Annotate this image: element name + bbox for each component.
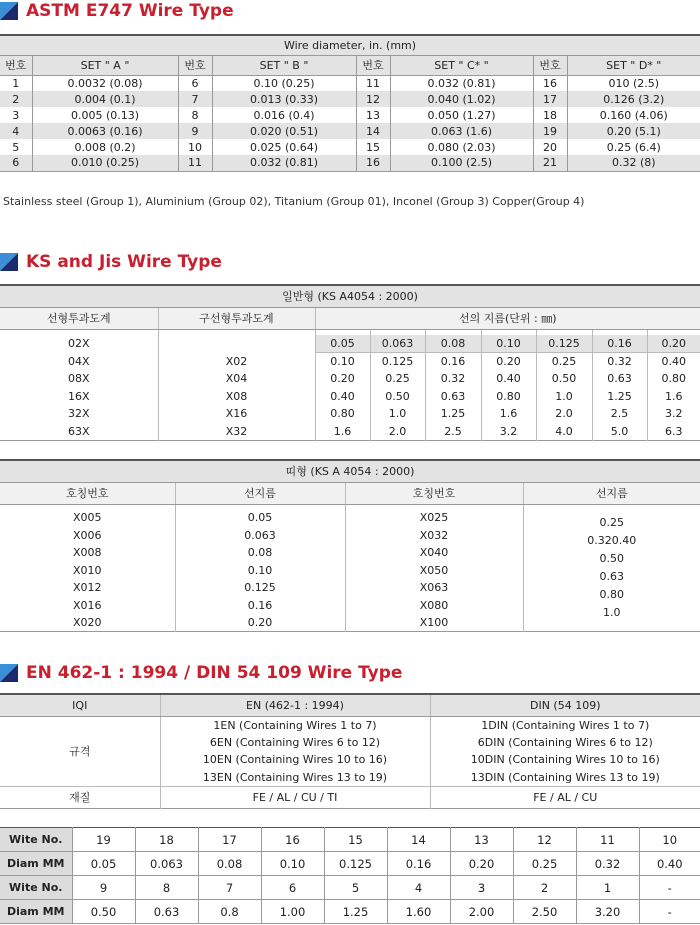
table-cell: 1	[576, 876, 639, 900]
table-cell: 2	[513, 876, 576, 900]
linear-iqi-cell: 02X	[67, 337, 90, 351]
table-cell: 10	[639, 828, 700, 852]
din-spec: 10DIN (Containing Wires 10 to 16)	[430, 751, 700, 769]
table-row	[0, 405, 700, 423]
table-cell: 5	[12, 140, 20, 154]
header-row	[0, 55, 700, 75]
diameter-cell: 0.20	[175, 614, 345, 632]
table-cell: 0.125	[324, 852, 387, 876]
table-cell: 6	[12, 156, 20, 170]
table-cell: 010 (2.5)	[567, 75, 700, 91]
spec-label: 규격	[69, 745, 91, 758]
table-cell: 21	[533, 155, 567, 171]
iqi-header: IQI	[0, 694, 160, 716]
table-cell: 0.25	[513, 852, 576, 876]
material-note: Stainless steel (Group 1), Aluminium (Group 02), Titanium (Group 01), Inconel (Group 3) Copper(Group 4)	[3, 195, 585, 208]
diameter-cell: 2.5	[425, 423, 481, 441]
din-material: FE / AL / CU	[430, 786, 700, 808]
din-header: DIN (54 109)	[430, 694, 700, 716]
table-cell: 12	[513, 828, 576, 852]
designation-cell: X040	[345, 544, 523, 562]
table-cell: 4	[387, 876, 450, 900]
table-cell: 16	[356, 155, 390, 171]
table-cell: 16	[261, 828, 324, 852]
table-cell: -	[639, 876, 700, 900]
table-cell: 14	[356, 123, 390, 139]
table-cell: 0.32	[576, 852, 639, 876]
column-header: SET " C* "	[390, 55, 533, 75]
diameter-cell: 0.16	[175, 597, 345, 615]
diameter-cell: 0.063	[175, 527, 345, 545]
table-cell: 0.020 (0.51)	[212, 123, 356, 139]
diameter-cell: 0.50	[536, 370, 592, 388]
column-header: SET " A "	[32, 55, 178, 75]
diameter-cell: 0.08	[425, 335, 481, 353]
table-cell: 12	[356, 91, 390, 107]
diameter-cell: 0.50	[370, 388, 425, 406]
en-spec: 10EN (Containing Wires 10 to 16)	[160, 751, 430, 769]
table-cell: 0.16	[387, 852, 450, 876]
diameter-cell: 0.40	[647, 353, 700, 371]
table-caption: 띠형 (KS A 4054 : 2000)	[0, 460, 700, 482]
table-row	[0, 876, 700, 900]
table-row	[0, 388, 700, 406]
din-spec: 1DIN (Containing Wires 1 to 7)	[430, 716, 700, 734]
diameter-cell: 0.63	[592, 370, 647, 388]
diameter-cell: 0.20	[481, 353, 536, 371]
diameter-cell: 0.63	[425, 388, 481, 406]
table-row	[0, 123, 700, 139]
wire-number-table	[0, 827, 700, 924]
table-cell: 11	[178, 155, 212, 171]
table-row	[0, 75, 700, 91]
table-cell: 1.00	[261, 900, 324, 924]
din-spec: 13DIN (Containing Wires 13 to 19)	[430, 769, 700, 787]
table-row	[0, 370, 700, 388]
table-cell: 0.100 (2.5)	[390, 155, 533, 171]
table-cell: 4	[12, 124, 20, 138]
table-cell: 6	[178, 75, 212, 91]
column-header: 구선형투과도계	[158, 307, 315, 329]
table-row	[0, 852, 700, 876]
diameter-cell: 4.0	[536, 423, 592, 441]
diameter-cell: 3.2	[647, 405, 700, 423]
diameter-cell: 0.125	[370, 353, 425, 371]
old-iqi-cell: X08	[158, 388, 315, 406]
ks-section-title: KS and Jis Wire Type	[0, 251, 222, 273]
table-cell: 8	[178, 107, 212, 123]
row-label: Wite No.	[0, 876, 72, 900]
ks-strip-table	[0, 459, 700, 632]
diameter-cell: 6.3	[647, 423, 700, 441]
table-row	[0, 423, 700, 441]
table-cell: 15	[356, 139, 390, 155]
table-cell: 0.016 (0.4)	[212, 107, 356, 123]
row-label: Wite No.	[0, 828, 72, 852]
en-din-table	[0, 693, 700, 809]
old-iqi-cell: X16	[158, 405, 315, 423]
table-cell: 16	[533, 75, 567, 91]
column-header: 호칭번호	[0, 482, 175, 504]
table-cell: 2.50	[513, 900, 576, 924]
table-cell: 2	[12, 92, 20, 106]
table-cell: 9	[72, 876, 135, 900]
diameter-cell: 5.0	[592, 423, 647, 441]
section-marker-icon	[0, 2, 18, 20]
en-header: EN (462-1 : 1994)	[160, 694, 430, 716]
column-header: 선지름	[523, 482, 700, 504]
table-cell: 0.8	[198, 900, 261, 924]
table-cell: 18	[135, 828, 198, 852]
diameter-list-cell	[523, 504, 700, 632]
table-cell: 0.010 (0.25)	[32, 155, 178, 171]
diameter-cell: 0.80	[315, 405, 370, 423]
table-cell: 19	[533, 123, 567, 139]
table-cell: 7	[198, 876, 261, 900]
column-header: SET " D* "	[567, 55, 700, 75]
diameter-cell: 0.10	[481, 335, 536, 353]
table-cell: 17	[533, 91, 567, 107]
table-cell: 11	[576, 828, 639, 852]
table-cell: 0.25 (6.4)	[567, 139, 700, 155]
diameter-cell: 0.40	[481, 370, 536, 388]
diameter-value: 0.320.40	[587, 533, 637, 547]
table-cell: 0.63	[135, 900, 198, 924]
linear-iqi-cell: 16X	[67, 389, 90, 403]
column-header: 번호	[0, 55, 32, 75]
diameter-cell: 0.25	[536, 353, 592, 371]
table-cell: 1.60	[387, 900, 450, 924]
table-cell: 0.063 (1.6)	[390, 123, 533, 139]
diameter-cell: 0.32	[425, 370, 481, 388]
diameter-cell: 0.05	[315, 335, 370, 353]
en-section-title: EN 462-1 : 1994 / DIN 54 109 Wire Type	[0, 662, 402, 684]
old-iqi-cell: X02	[158, 353, 315, 371]
table-row	[0, 353, 700, 371]
designation-cell: X025	[345, 509, 523, 527]
ks-general-table	[0, 284, 700, 441]
diameter-cell: 1.6	[315, 423, 370, 441]
old-iqi-cell: X04	[158, 370, 315, 388]
linear-iqi-cell: 08X	[67, 372, 90, 386]
table-caption: 일반형 (KS A4054 : 2000)	[0, 285, 700, 307]
table-row	[0, 107, 700, 123]
table-cell: 6	[261, 876, 324, 900]
column-header: 호칭번호	[345, 482, 523, 504]
table-cell: 1.25	[324, 900, 387, 924]
table-row	[0, 335, 700, 353]
designation-cell: X100	[345, 614, 523, 632]
en-spec: 6EN (Containing Wires 6 to 12)	[160, 734, 430, 752]
table-row	[0, 828, 700, 852]
table-cell: 0.080 (2.03)	[390, 139, 533, 155]
diameter-cell: 0.20	[315, 370, 370, 388]
table-cell: 0.20	[450, 852, 513, 876]
diameter-value: 0.80	[599, 587, 625, 601]
diameter-cell: 1.0	[536, 388, 592, 406]
material-label: 재질	[0, 786, 160, 808]
diameter-cell: 0.80	[647, 370, 700, 388]
diameter-value: 0.63	[599, 569, 625, 583]
old-iqi-cell	[158, 335, 315, 353]
diameter-value: 0.25	[599, 515, 625, 529]
column-header: 번호	[533, 55, 567, 75]
table-row	[0, 155, 700, 171]
table-cell: 0.040 (1.02)	[390, 91, 533, 107]
table-cell: 0.32 (8)	[567, 155, 700, 171]
table-cell: 13	[450, 828, 513, 852]
table-cell: 14	[387, 828, 450, 852]
linear-iqi-cell: 32X	[67, 407, 90, 421]
diameter-cell: 0.125	[536, 335, 592, 353]
designation-cell: X020	[72, 616, 102, 629]
table-cell: 0.0032 (0.08)	[32, 75, 178, 91]
diameter-cell: 0.16	[425, 353, 481, 371]
table-cell: 0.0063 (0.16)	[32, 123, 178, 139]
table-cell: 11	[356, 75, 390, 91]
table-row	[0, 91, 700, 107]
designation-cell: X080	[345, 597, 523, 615]
column-header: SET " B "	[212, 55, 356, 75]
en-spec: 13EN (Containing Wires 13 to 19)	[160, 769, 430, 787]
diameter-cell: 3.2	[481, 423, 536, 441]
table-cell: 3	[450, 876, 513, 900]
diameter-cell: 0.32	[592, 353, 647, 371]
designation-cell: X012	[72, 581, 102, 595]
designation-cell: X008	[72, 546, 102, 560]
designation-cell: X005	[72, 511, 102, 525]
diameter-cell: 0.10	[175, 562, 345, 580]
table-cell: 3.20	[576, 900, 639, 924]
en-spec: 1EN (Containing Wires 1 to 7)	[160, 716, 430, 734]
diameter-cell: 2.5	[592, 405, 647, 423]
table-row	[0, 900, 700, 924]
table-cell: 0.126 (3.2)	[567, 91, 700, 107]
section-marker-icon	[0, 664, 18, 682]
table-cell: 5	[324, 876, 387, 900]
designation-cell: X010	[72, 563, 102, 577]
caption-row	[0, 285, 700, 307]
caption-row	[0, 35, 700, 55]
diameter-cell: 1.0	[370, 405, 425, 423]
diameter-cell: 2.0	[536, 405, 592, 423]
section-marker-icon	[0, 253, 18, 271]
header-row	[0, 482, 700, 504]
table-cell: 10	[178, 139, 212, 155]
astm-table	[0, 34, 700, 172]
diameter-cell: 0.08	[175, 544, 345, 562]
table-cell: 0.08	[198, 852, 261, 876]
table-cell: 8	[135, 876, 198, 900]
astm-section-title: ASTM E747 Wire Type	[0, 0, 234, 22]
table-cell: 3	[12, 108, 20, 122]
table-cell: 0.032 (0.81)	[212, 155, 356, 171]
din-spec: 6DIN (Containing Wires 6 to 12)	[430, 734, 700, 752]
table-cell: 0.032 (0.81)	[390, 75, 533, 91]
column-header: 번호	[178, 55, 212, 75]
en-material: FE / AL / CU / TI	[160, 786, 430, 808]
designation-cell: X063	[345, 579, 523, 597]
diameter-cell: 0.125	[175, 579, 345, 597]
table-cell: 0.40	[639, 852, 700, 876]
diameter-cell: 0.25	[370, 370, 425, 388]
diameter-cell: 1.25	[425, 405, 481, 423]
column-header: 선형투과도계	[0, 307, 158, 329]
linear-iqi-cell: 63X	[67, 424, 90, 438]
table-cell: 0.20 (5.1)	[567, 123, 700, 139]
diameter-cell: 0.80	[481, 388, 536, 406]
diameter-cell: 0.063	[370, 335, 425, 353]
table-cell: -	[639, 900, 700, 924]
table-cell: 15	[324, 828, 387, 852]
column-header: 선지름	[175, 482, 345, 504]
diameter-value: 0.50	[599, 551, 625, 565]
designation-cell: X050	[345, 562, 523, 580]
diameter-value: 1.0	[603, 605, 621, 619]
table-cell: 2.00	[450, 900, 513, 924]
diameter-cell: 1.6	[647, 388, 700, 406]
diameter-cell: 2.0	[370, 423, 425, 441]
row-label: Diam MM	[0, 900, 72, 924]
diameter-cell: 0.20	[647, 335, 700, 353]
row-label: Diam MM	[0, 852, 72, 876]
diameter-cell: 0.16	[592, 335, 647, 353]
diameter-cell: 0.10	[315, 353, 370, 371]
table-cell: 0.008 (0.2)	[32, 139, 178, 155]
caption-row	[0, 460, 700, 482]
linear-iqi-cell: 04X	[67, 354, 90, 368]
table-cell: 0.05	[72, 852, 135, 876]
table-cell: 0.063	[135, 852, 198, 876]
table-cell: 0.10 (0.25)	[212, 75, 356, 91]
table-cell: 0.013 (0.33)	[212, 91, 356, 107]
diameter-cell: 0.40	[315, 388, 370, 406]
table-cell: 17	[198, 828, 261, 852]
table-cell: 13	[356, 107, 390, 123]
header-row	[0, 307, 700, 329]
diameter-cell: 1.6	[481, 405, 536, 423]
designation-cell: X032	[345, 527, 523, 545]
table-cell: 1	[12, 76, 20, 90]
old-iqi-cell: X32	[158, 423, 315, 441]
column-header: 번호	[356, 55, 390, 75]
table-cell: 0.025 (0.64)	[212, 139, 356, 155]
table-row	[0, 139, 700, 155]
table-cell: 0.005 (0.13)	[32, 107, 178, 123]
table-cell: 0.004 (0.1)	[32, 91, 178, 107]
table-cell: 0.050 (1.27)	[390, 107, 533, 123]
table-cell: 0.160 (4.06)	[567, 107, 700, 123]
table-cell: 20	[533, 139, 567, 155]
table-cell: 19	[72, 828, 135, 852]
diameter-cell: 1.25	[592, 388, 647, 406]
table-cell: 9	[178, 123, 212, 139]
column-header: 선의 지름(단위 : ㎜)	[315, 307, 700, 329]
designation-cell: X016	[72, 598, 102, 612]
designation-cell: X006	[72, 528, 102, 542]
table-cell: 0.50	[72, 900, 135, 924]
table-cell: 7	[178, 91, 212, 107]
table-caption: Wire diameter, in. (mm)	[0, 35, 700, 55]
table-cell: 0.10	[261, 852, 324, 876]
table-cell: 18	[533, 107, 567, 123]
diameter-cell: 0.05	[175, 509, 345, 527]
